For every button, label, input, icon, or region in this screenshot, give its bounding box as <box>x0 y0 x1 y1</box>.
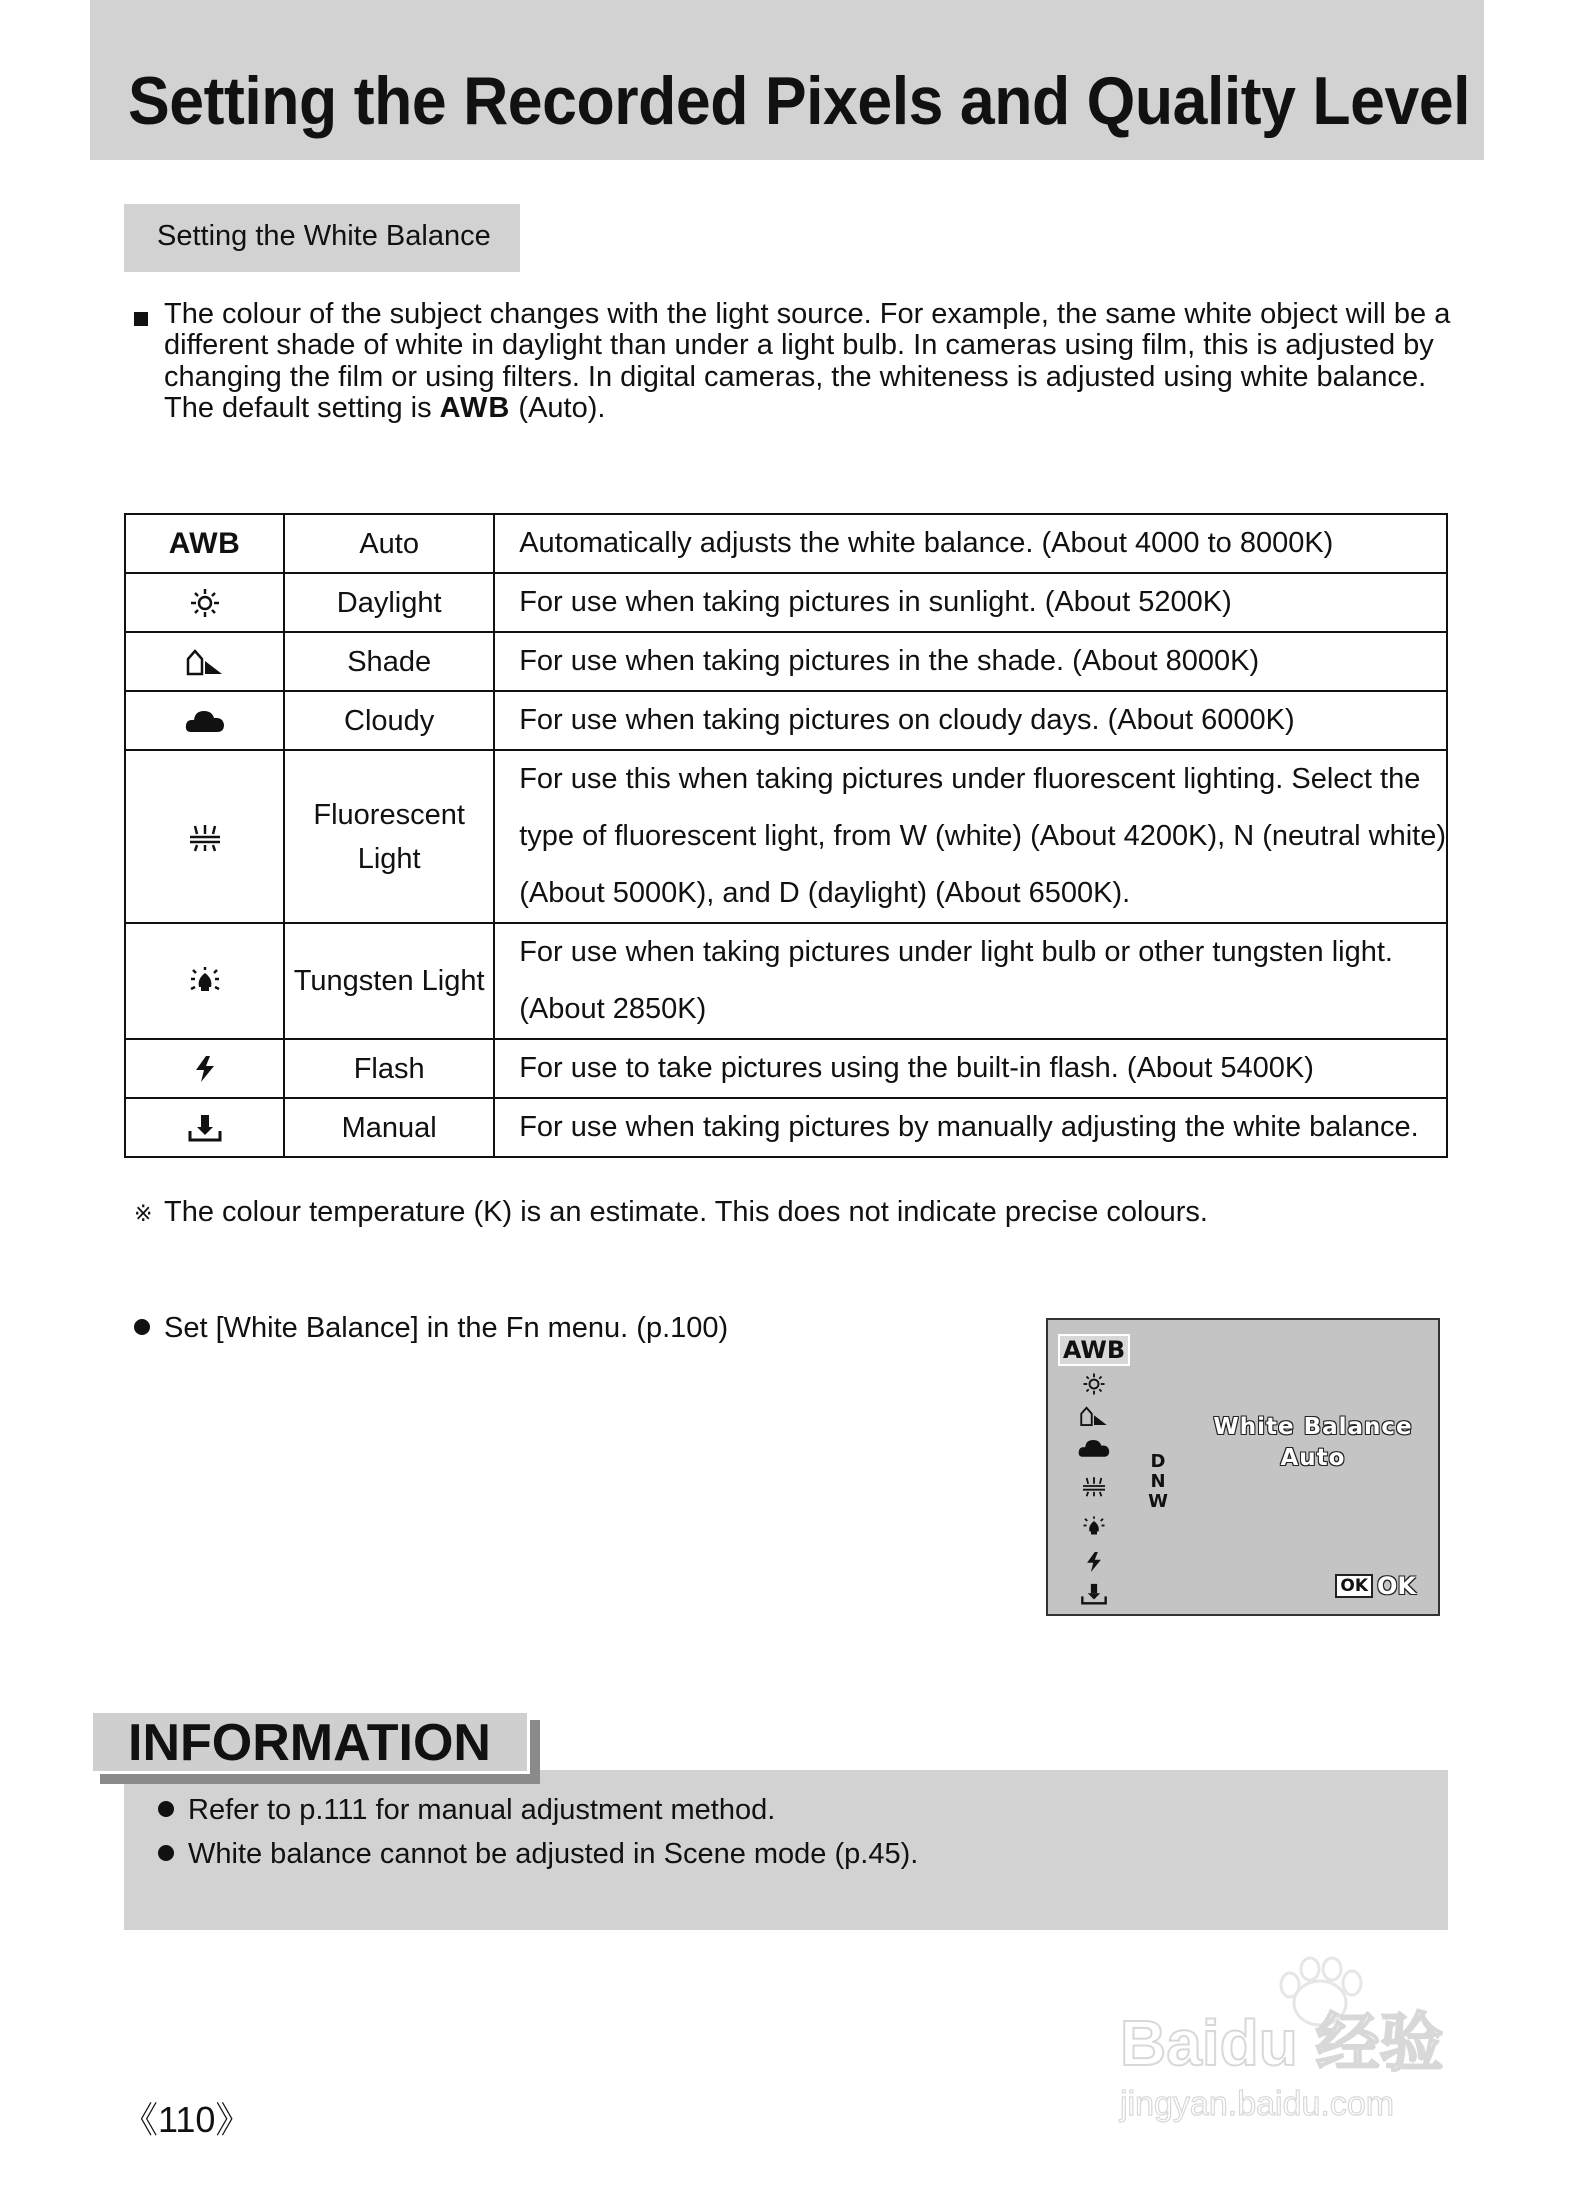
table-mode-cell: Cloudy <box>284 691 494 750</box>
fluorescent-icon <box>125 750 284 923</box>
lcd-option-n[interactable]: N <box>1150 1471 1166 1492</box>
cloud-icon <box>125 691 284 750</box>
square-bullet-icon <box>134 312 148 326</box>
lcd-tungsten-icon[interactable] <box>1062 1508 1126 1546</box>
information-title: INFORMATION <box>128 1714 491 1772</box>
table-desc-cell <box>494 514 1447 573</box>
intro-line-last <box>164 392 605 425</box>
table-icon-cell <box>125 514 284 573</box>
awb-icon: AWB <box>168 526 241 560</box>
lcd-daylight-icon[interactable] <box>1062 1368 1126 1400</box>
desc-line: For use when taking pictures by manually adjusting the white balance. <box>519 1111 1419 1143</box>
lcd-option-w[interactable]: W <box>1148 1491 1168 1512</box>
intro-line: changing the film or using filters. In digital cameras, the whiteness is adjusted using white balance. <box>164 361 1427 393</box>
table-desc-cell <box>494 632 1447 691</box>
intro-default-prefix: The default setting is <box>164 392 432 424</box>
section-subtitle: Setting the White Balance <box>157 220 491 252</box>
table-row <box>125 1039 1447 1098</box>
table-desc-cell <box>494 1098 1447 1157</box>
white-balance-table <box>124 513 1448 1158</box>
lcd-awb-icon[interactable] <box>1062 1332 1126 1368</box>
round-bullet-icon <box>158 1801 174 1817</box>
daylight-sun-icon <box>125 573 284 632</box>
ok-label: OK <box>1377 1572 1416 1600</box>
round-bullet-icon <box>158 1845 174 1861</box>
table-desc-cell <box>494 923 1447 1039</box>
lcd-setting-display <box>1198 1412 1428 1474</box>
lcd-ok-button[interactable] <box>1335 1572 1416 1600</box>
lcd-cloud-icon[interactable] <box>1062 1432 1126 1464</box>
watermark-brand: Baidu 经验 <box>1120 2007 1444 2079</box>
watermark-url: jingyan.baidu.com <box>1120 2085 1395 2123</box>
lcd-flash-icon[interactable] <box>1062 1546 1126 1578</box>
desc-line: For use when taking pictures in sunlight. (About 5200K) <box>519 586 1232 618</box>
lcd-fluorescent-options <box>1146 1452 1170 1512</box>
table-row <box>125 573 1447 632</box>
lcd-icon-column <box>1062 1332 1126 1610</box>
table-row <box>125 691 1447 750</box>
table-desc-cell <box>494 573 1447 632</box>
lcd-fluorescent-icon[interactable] <box>1062 1464 1126 1508</box>
manual-icon <box>125 1098 284 1157</box>
table-mode-cell: Auto <box>284 514 494 573</box>
table-mode-cell: Daylight <box>284 573 494 632</box>
lcd-setting-title: White Balance <box>1213 1414 1413 1440</box>
desc-line: For use when taking pictures in the shade. (About 8000K) <box>519 645 1260 677</box>
flash-icon <box>125 1039 284 1098</box>
table-desc-cell <box>494 1039 1447 1098</box>
camera-lcd-screen <box>1046 1318 1440 1616</box>
desc-line: Automatically adjusts the white balance. (About 4000 to 8000K) <box>519 527 1334 559</box>
mode-line: Light <box>357 842 421 875</box>
table-row <box>125 750 1447 923</box>
table-row <box>125 1098 1447 1157</box>
colour-temperature-note <box>134 1196 1208 1229</box>
lcd-setting-value: Auto <box>1280 1445 1346 1471</box>
shade-house-icon <box>125 632 284 691</box>
desc-line: (About 5000K), and D (daylight) (About 6500K). <box>519 877 1131 909</box>
tungsten-bulb-icon <box>125 923 284 1039</box>
table-mode-cell: Manual <box>284 1098 494 1157</box>
information-item-text: Refer to p.111 for manual adjustment method. <box>188 1794 776 1826</box>
desc-line: For use when taking pictures on cloudy days. (About 6000K) <box>519 704 1295 736</box>
page-number: 《110》 <box>122 2099 252 2140</box>
desc-line: type of fluorescent light, from W (white) (About 4200K), N (neutral white) <box>519 820 1446 852</box>
intro-default-suffix: (Auto). <box>518 392 606 424</box>
information-item-text: White balance cannot be adjusted in Scene mode (p.45). <box>188 1838 919 1870</box>
ok-key-icon: OK <box>1335 1574 1373 1598</box>
instruction-text: Set [White Balance] in the Fn menu. (p.100) <box>164 1312 729 1344</box>
note-text: The colour temperature (K) is an estimate. This does not indicate precise colours. <box>164 1196 1208 1228</box>
awb-inline-icon: AWB <box>439 392 511 424</box>
intro-line: The colour of the subject changes with the light source. For example, the same white object will be a <box>164 298 1451 330</box>
table-mode-cell: Flash <box>284 1039 494 1098</box>
table-mode-cell: Tungsten Light <box>284 923 494 1039</box>
information-item <box>158 1838 918 1871</box>
baidu-watermark <box>1110 1955 1490 2125</box>
lcd-option-d[interactable]: D <box>1150 1451 1166 1472</box>
lcd-awb-label: AWB <box>1058 1334 1130 1366</box>
desc-line: For use to take pictures using the built-in flash. (About 5400K) <box>519 1052 1314 1084</box>
table-row <box>125 923 1447 1039</box>
page-title: Setting the Recorded Pixels and Quality Level <box>128 63 1471 139</box>
lcd-manual-icon[interactable] <box>1062 1578 1126 1610</box>
instruction-line <box>134 1312 728 1345</box>
desc-line: For use when taking pictures under light bulb or other tungsten light. <box>519 936 1393 968</box>
desc-line: For use this when taking pictures under fluorescent lighting. Select the <box>519 763 1421 795</box>
table-mode-cell: Shade <box>284 632 494 691</box>
table-row <box>125 514 1447 573</box>
table-mode-cell <box>284 750 494 923</box>
information-item <box>158 1794 775 1827</box>
table-desc-cell <box>494 691 1447 750</box>
table-row <box>125 632 1447 691</box>
lcd-shade-icon[interactable] <box>1062 1400 1126 1432</box>
round-bullet-icon <box>134 1319 150 1335</box>
intro-line: different shade of white in daylight than under a light bulb. In cameras using film, this is adjusted by <box>164 329 1434 361</box>
desc-line: (About 2850K) <box>519 993 707 1025</box>
table-desc-cell <box>494 750 1447 923</box>
reference-mark-icon: ※ <box>134 1201 153 1226</box>
mode-line: Fluorescent <box>313 798 465 831</box>
